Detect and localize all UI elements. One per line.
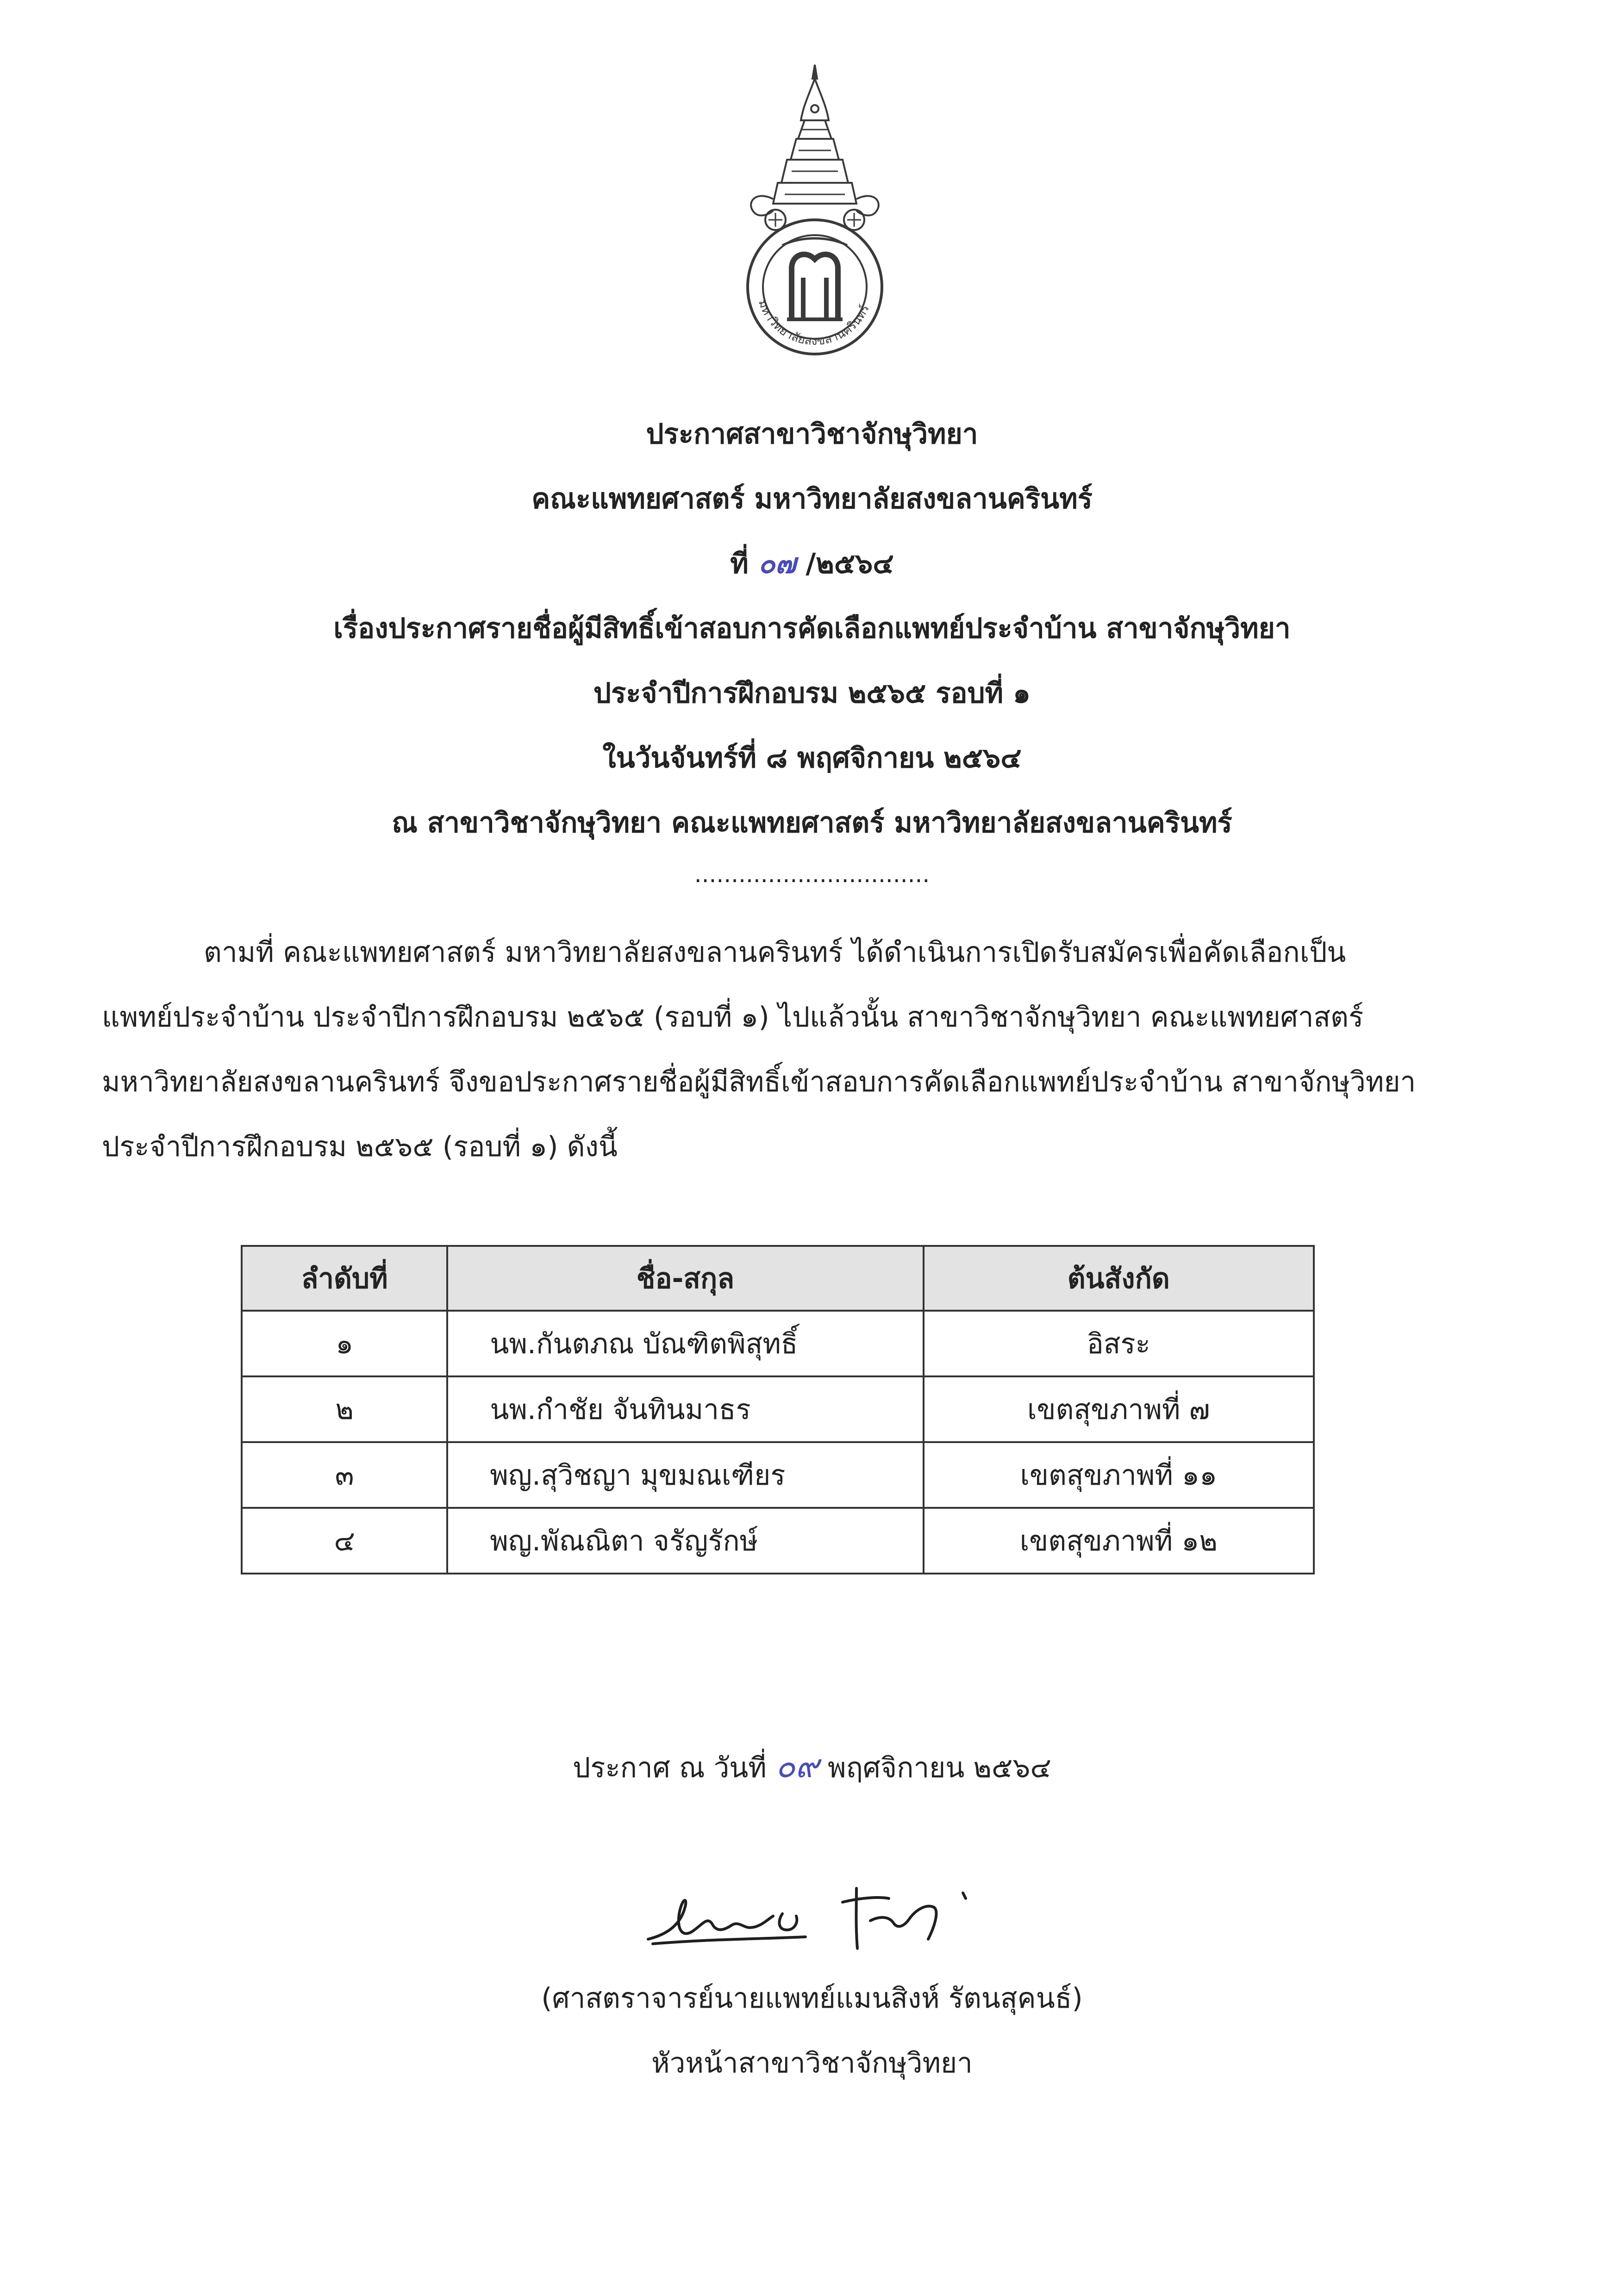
signatory-name: (ศาสตราจารย์นายแพทย์แมนสิงห์ รัตนสุคนธ์) (541, 1982, 1083, 2015)
announce-suffix: พฤศจิกายน ๒๕๖๔ (828, 1752, 1051, 1784)
applicants-table (241, 1245, 1315, 1574)
name-cell: พญ.สุวิชญา มุขมณเฑียร (447, 1442, 923, 1508)
name-cell: นพ.กำชัย จันทินมาธร (447, 1376, 923, 1442)
order-cell: ๑ (242, 1311, 447, 1376)
column-header-affiliation: ต้นสังกัด (924, 1246, 1314, 1311)
affiliation-cell: อิสระ (924, 1311, 1314, 1376)
body-line: แพทย์ประจำบ้าน ประจำปีการฝึกอบรม ๒๕๖๕ (รอบที่ ๑) ไปแล้วนั้น สาขาวิชาจักษุวิทยา คณะแพทยศาสตร์ (102, 1001, 1364, 1033)
name-cell: พญ.พัณณิตา จรัญรักษ์ (447, 1508, 923, 1574)
affiliation-cell: เขตสุขภาพที่ ๑๒ (924, 1508, 1314, 1574)
announce-day-handwritten: ๐๙ (775, 1747, 819, 1785)
body-line: ตามที่ คณะแพทยศาสตร์ มหาวิทยาลัยสงขลานครินทร์ ได้ดำเนินการเปิดรับสมัครเพื่อคัดเลือกเป็น (204, 936, 1346, 969)
table-row (242, 1311, 1314, 1376)
table-row (242, 1376, 1314, 1442)
announce-prefix: ประกาศ ณ วันที่ (573, 1752, 767, 1784)
table-header-row (242, 1246, 1314, 1311)
emblem-ring-text: มหาวิทยาลัยสงขลานครินทร์ (755, 298, 872, 348)
university-emblem-icon (722, 60, 907, 356)
exam-date-line: ในวันจันทร์ที่ ๘ พฤศจิกายน ๒๕๖๔ (602, 742, 1022, 774)
faculty-line: คณะแพทยศาสตร์ มหาวิทยาลัยสงขลานครินทร์ (531, 483, 1093, 515)
name-cell: นพ.กันตภณ บัณฑิตพิสุทธิ์ (447, 1311, 923, 1376)
number-prefix: ที่ (730, 548, 749, 580)
order-cell: ๓ (242, 1442, 447, 1508)
announcement-number (0, 541, 1624, 585)
body-line: ประจำปีการฝึกอบรม ๒๕๖๕ (รอบที่ ๑) ดังนี้ (102, 1131, 618, 1163)
affiliation-cell: เขตสุขภาพที่ ๗ (924, 1376, 1314, 1442)
column-header-order: ลำดับที่ (242, 1246, 447, 1311)
subject-line: เรื่องประกาศรายชื่อผู้มีสิทธิ์เข้าสอบการคัดเลือกแพทย์ประจำบ้าน สาขาจักษุวิทยา (333, 612, 1291, 645)
table-row (242, 1442, 1314, 1508)
announcement-date (0, 1740, 1624, 1792)
signatory-title: หัวหน้าสาขาวิชาจักษุวิทยา (651, 2047, 973, 2079)
signature-icon (639, 1870, 1018, 1958)
order-cell: ๔ (242, 1508, 447, 1574)
table-row (242, 1508, 1314, 1574)
divider: ................................ (694, 861, 930, 888)
body-line: มหาวิทยาลัยสงขลานครินทร์ จึงขอประกาศรายชื่อผู้มีสิทธิ์เข้าสอบการคัดเลือกแพทย์ประจำบ้าน สาขาจักษุวิทยา (102, 1066, 1416, 1098)
venue-line: ณ สาขาวิชาจักษุวิทยา คณะแพทยศาสตร์ มหาวิทยาลัยสงขลานครินทร์ (392, 807, 1232, 839)
training-year-line: ประจำปีการฝึกอบรม ๒๕๖๕ รอบที่ ๑ (593, 677, 1031, 709)
order-cell: ๒ (242, 1376, 447, 1442)
announcement-title: ประกาศสาขาวิชาจักษุวิทยา (646, 418, 978, 450)
column-header-name: ชื่อ-สกุล (447, 1246, 923, 1311)
number-handwritten: ๐๗ (758, 548, 796, 580)
number-suffix: /๒๕๖๔ (806, 548, 894, 580)
affiliation-cell: เขตสุขภาพที่ ๑๑ (924, 1442, 1314, 1508)
